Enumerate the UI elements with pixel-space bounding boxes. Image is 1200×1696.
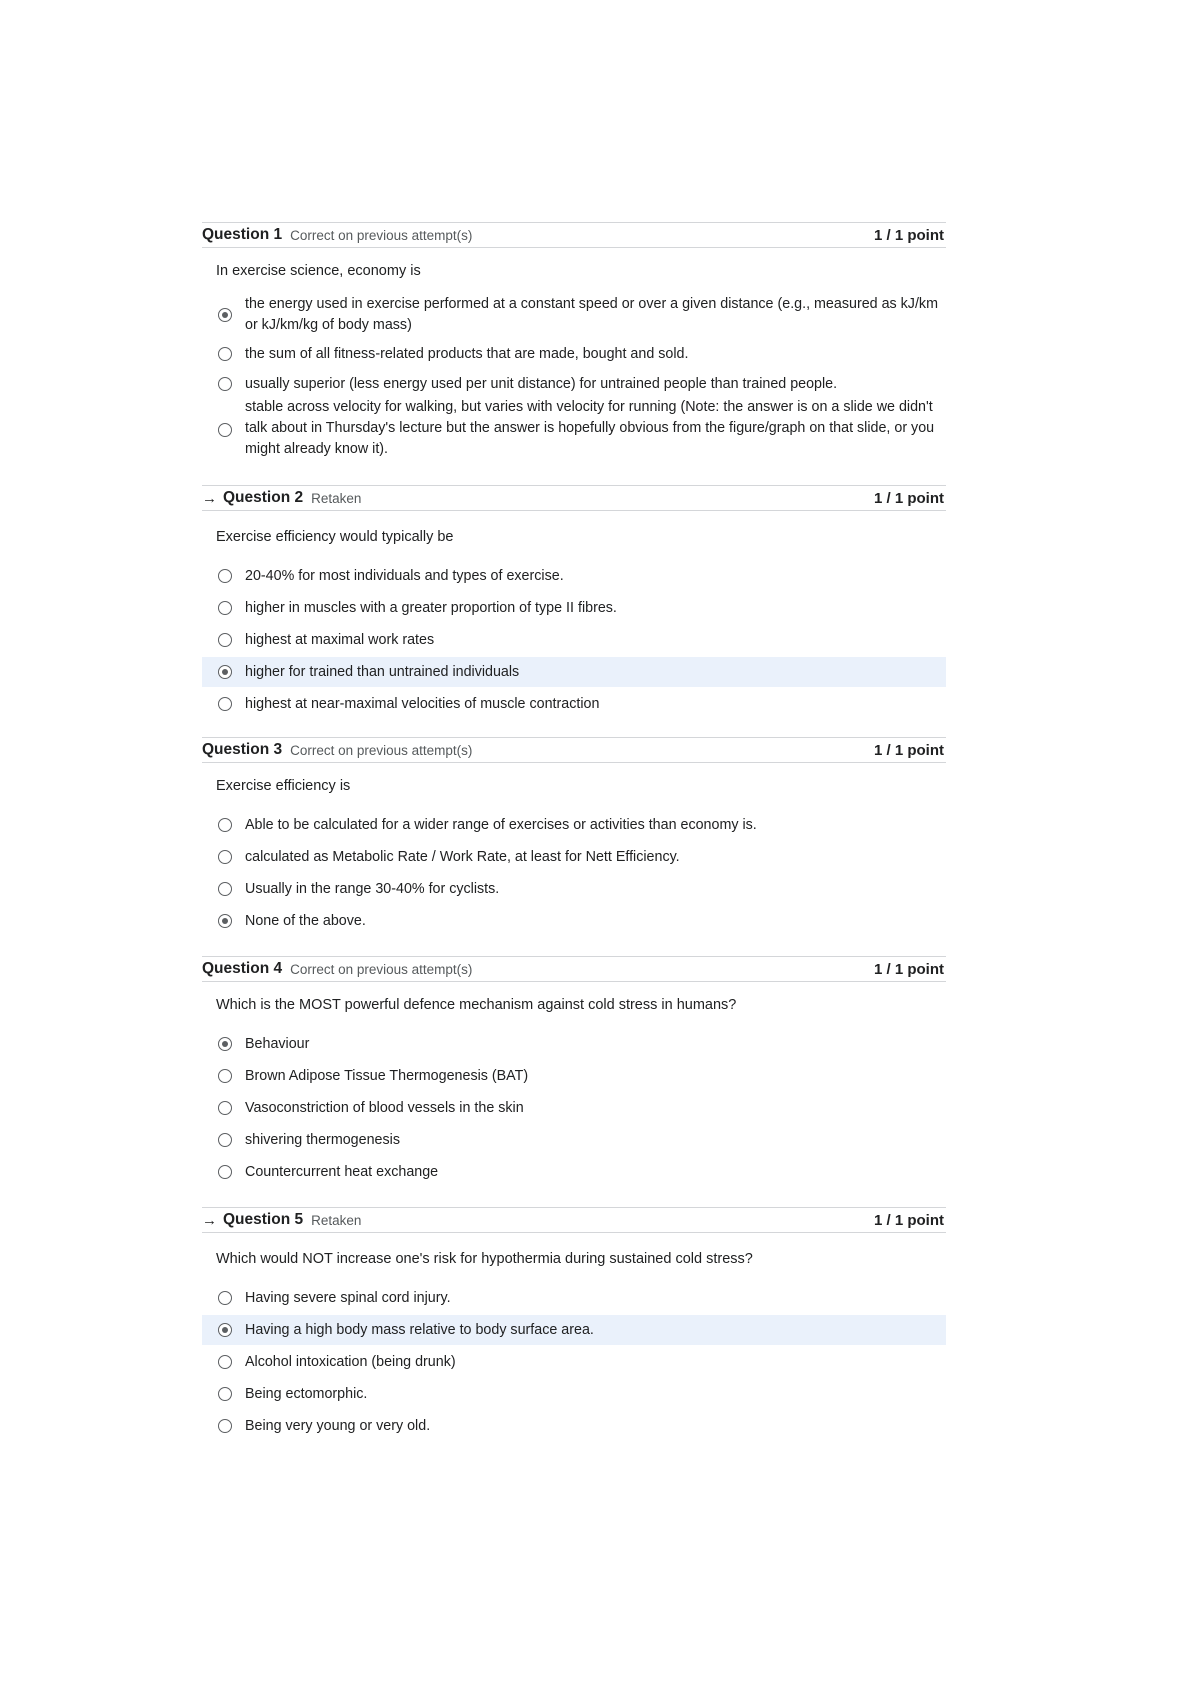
question-prompt: Which is the MOST powerful defence mechanism against cold stress in humans?: [216, 997, 737, 1013]
answer-option-text: Countercurrent heat exchange: [245, 1163, 439, 1180]
radio-button[interactable]: [218, 633, 232, 647]
answer-option-text: the sum of all fitness-related products that are made, bought and sold.: [245, 345, 689, 362]
answer-option-text: Usually in the range 30-40% for cyclists.: [245, 880, 500, 897]
radio-button-selected[interactable]: [218, 1037, 232, 1051]
answer-option[interactable]: [202, 874, 946, 904]
answer-option[interactable]: [202, 906, 946, 936]
answer-option-text: Having severe spinal cord injury.: [245, 1289, 451, 1306]
question-points: 1 / 1 point: [873, 226, 944, 244]
radio-button[interactable]: [218, 1101, 232, 1115]
radio-button-selected[interactable]: [218, 308, 232, 322]
answer-option-text: higher for trained than untrained individuals: [245, 663, 520, 680]
question-prompt: In exercise science, economy is: [216, 263, 421, 279]
question-1: [202, 222, 946, 461]
answer-option-text: Behaviour: [245, 1035, 310, 1052]
question-status: Correct on previous attempt(s): [290, 742, 473, 758]
answer-option-text: None of the above.: [245, 912, 366, 929]
question-prompt: Exercise efficiency is: [216, 778, 351, 794]
answer-option[interactable]: [202, 1093, 946, 1123]
answer-option-text: highest at maximal work rates: [245, 631, 435, 648]
radio-button[interactable]: [218, 377, 232, 391]
answer-option-text: Vasoconstriction of blood vessels in the skin: [245, 1099, 524, 1116]
answer-options: [202, 1283, 946, 1441]
answer-option[interactable]: [202, 593, 946, 623]
answer-option[interactable]: [202, 1283, 946, 1313]
answer-option-text: higher in muscles with a greater proportion of type II fibres.: [245, 599, 617, 616]
question-status: Correct on previous attempt(s): [290, 227, 473, 243]
question-points: 1 / 1 point: [873, 489, 944, 507]
question-title: Question 4: [202, 960, 283, 977]
answer-option-text: Having a high body mass relative to body surface area.: [245, 1321, 594, 1338]
answer-option-text: highest at near-maximal velocities of muscle contraction: [245, 695, 600, 712]
question-4: [202, 956, 946, 1187]
answer-option[interactable]: [202, 1029, 946, 1059]
radio-button[interactable]: [218, 697, 232, 711]
retake-arrow-icon: →: [202, 489, 217, 507]
radio-button[interactable]: [218, 1419, 232, 1433]
answer-option[interactable]: [202, 1125, 946, 1155]
answer-option-text: calculated as Metabolic Rate / Work Rate, at least for Nett Efficiency.: [245, 848, 680, 865]
answer-option[interactable]: [202, 561, 946, 591]
answer-option[interactable]: [202, 842, 946, 872]
answer-options: [202, 293, 946, 461]
radio-button[interactable]: [218, 1133, 232, 1147]
answer-option[interactable]: [202, 371, 946, 397]
answer-options: [202, 561, 946, 719]
question-5: [202, 1207, 946, 1441]
answer-option[interactable]: [202, 293, 946, 337]
question-3: [202, 737, 946, 936]
question-status: Correct on previous attempt(s): [290, 961, 473, 977]
question-header: [202, 222, 946, 248]
radio-button[interactable]: [218, 1165, 232, 1179]
radio-button[interactable]: [218, 818, 232, 832]
answer-option-text: shivering thermogenesis: [245, 1131, 400, 1148]
answer-option[interactable]: [202, 689, 946, 719]
radio-button[interactable]: [218, 601, 232, 615]
answer-options: [202, 810, 946, 936]
question-title: Question 3: [202, 741, 283, 758]
answer-option[interactable]: [202, 1347, 946, 1377]
retake-arrow-icon: →: [202, 1211, 217, 1229]
question-header: [202, 485, 946, 511]
question-points: 1 / 1 point: [873, 1211, 944, 1229]
answer-option[interactable]: [202, 810, 946, 840]
answer-option-text: Able to be calculated for a wider range of exercises or activities than economy is.: [245, 816, 757, 833]
answer-option[interactable]: [202, 1061, 946, 1091]
answer-option-text: Being ectomorphic.: [245, 1385, 368, 1402]
radio-button[interactable]: [218, 1387, 232, 1401]
answer-option-text: 20-40% for most individuals and types of exercise.: [245, 567, 564, 584]
radio-button-selected[interactable]: [218, 665, 232, 679]
question-prompt: Exercise efficiency would typically be: [216, 529, 454, 545]
question-title: Question 2: [223, 489, 304, 506]
question-status: Retaken: [311, 490, 362, 506]
radio-button[interactable]: [218, 850, 232, 864]
question-points: 1 / 1 point: [873, 741, 944, 759]
question-status: Retaken: [311, 1212, 362, 1228]
answer-option-text: Being very young or very old.: [245, 1417, 431, 1434]
question-title: Question 5: [223, 1211, 304, 1228]
radio-button[interactable]: [218, 882, 232, 896]
answer-option-highlighted[interactable]: [202, 657, 946, 687]
question-points: 1 / 1 point: [873, 960, 944, 978]
answer-option-text: the energy used in exercise performed at a constant speed or over a given distance (e.g., measured as kJ/km or kJ/km/kg of body mass): [245, 296, 938, 333]
answer-option[interactable]: [202, 1411, 946, 1441]
radio-button[interactable]: [218, 1291, 232, 1305]
question-header: [202, 1207, 946, 1233]
answer-option-text: Brown Adipose Tissue Thermogenesis (BAT): [245, 1067, 529, 1084]
answer-option[interactable]: [202, 397, 946, 461]
answer-option[interactable]: [202, 1157, 946, 1187]
answer-option-text: usually superior (less energy used per unit distance) for untrained people than trained people.: [245, 375, 838, 392]
answer-option[interactable]: [202, 1379, 946, 1409]
radio-button[interactable]: [218, 569, 232, 583]
answer-options: [202, 1029, 946, 1187]
question-prompt: Which would NOT increase one's risk for hypothermia during sustained cold stress?: [216, 1251, 753, 1267]
answer-option-text: Alcohol intoxication (being drunk): [245, 1353, 456, 1370]
answer-option[interactable]: [202, 625, 946, 655]
radio-button[interactable]: [218, 423, 232, 437]
answer-option-text: stable across velocity for walking, but varies with velocity for running (Note: the answer is on a slide we didn't talk about in Thursday's lecture but the answer is hopefully obvious from the figure/graph on that slide, or you might already know it).: [245, 399, 935, 457]
radio-button[interactable]: [218, 1069, 232, 1083]
answer-option-highlighted[interactable]: [202, 1315, 946, 1345]
radio-button-selected[interactable]: [218, 1323, 232, 1337]
question-header: [202, 956, 946, 982]
radio-button[interactable]: [218, 347, 232, 361]
question-2: [202, 485, 946, 719]
radio-button[interactable]: [218, 1355, 232, 1369]
answer-option[interactable]: [202, 339, 946, 369]
question-title: Question 1: [202, 226, 283, 243]
radio-button-selected[interactable]: [218, 914, 232, 928]
question-header: [202, 737, 946, 763]
quiz-results: [202, 222, 946, 1443]
